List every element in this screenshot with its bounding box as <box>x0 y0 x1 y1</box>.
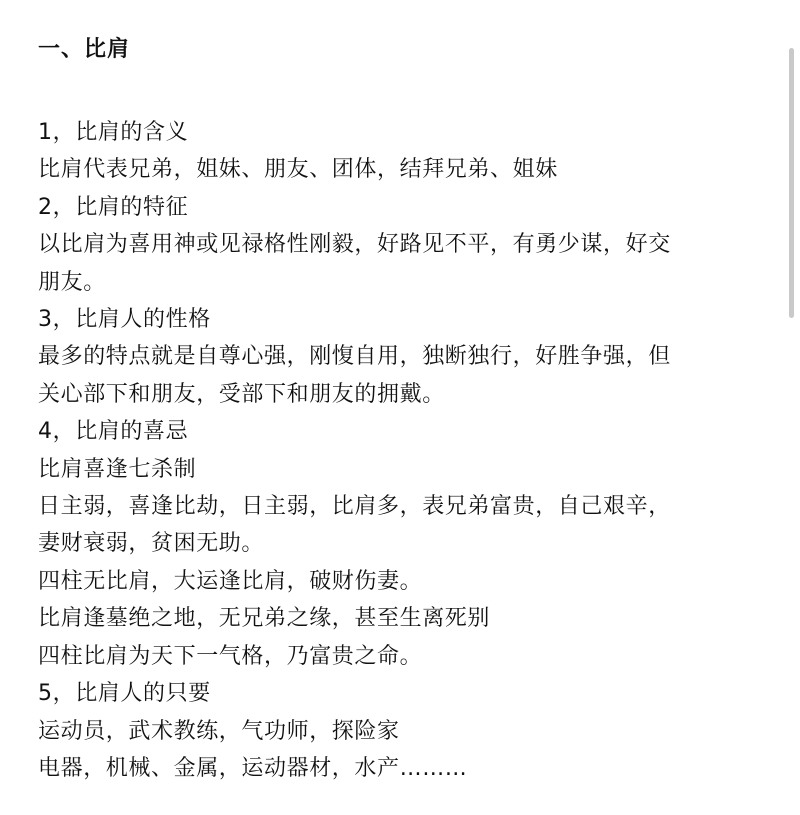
text-line: 日主弱，喜逢比劫，日主弱，比肩多，表兄弟富贵，自己艰辛， <box>38 494 671 520</box>
document <box>38 34 768 787</box>
scrollbar[interactable] <box>788 0 794 815</box>
text-line: 以比肩为喜用神或见禄格性刚毅，好路见不平，有勇少谋，好交 <box>38 232 671 258</box>
text-line: 四柱无比肩，大运逢比肩，破财伤妻。 <box>38 568 423 594</box>
text-line: 5，比肩人的只要 <box>38 681 211 707</box>
text-line: 比肩逢墓绝之地，无兄弟之缘，甚至生离死别 <box>38 606 491 632</box>
text-line: 比肩代表兄弟，姐妹、朋友、团体，结拜兄弟、姐妹 <box>38 157 558 183</box>
text-line: 4，比肩的喜忌 <box>38 419 189 445</box>
text-line: 朋友。 <box>38 269 106 295</box>
text-line: 关心部下和朋友，受部下和朋友的拥戴。 <box>38 381 445 407</box>
text-line: 2，比肩的特征 <box>38 194 189 220</box>
text-line: 最多的特点就是自尊心强，刚愎自用，独断独行，好胜争强，但 <box>38 344 671 370</box>
text-line: 妻财衰弱，贫困无助。 <box>38 531 265 557</box>
text-body <box>38 114 768 787</box>
text-line: 比肩喜逢七杀制 <box>38 456 197 482</box>
text-line: 四柱比肩为天下一气格，乃富贵之命。 <box>38 643 423 669</box>
text-line: 运动员，武术教练，气功师，探险家 <box>38 718 400 744</box>
text-line: 1，比肩的含义 <box>38 120 189 145</box>
section-heading: 一、比肩 <box>38 37 131 62</box>
text-line: 电器，机械、金属，运动器材，水产……… <box>38 755 468 781</box>
scrollbar-thumb[interactable] <box>789 48 794 318</box>
text-line: 3，比肩人的性格 <box>38 307 211 333</box>
